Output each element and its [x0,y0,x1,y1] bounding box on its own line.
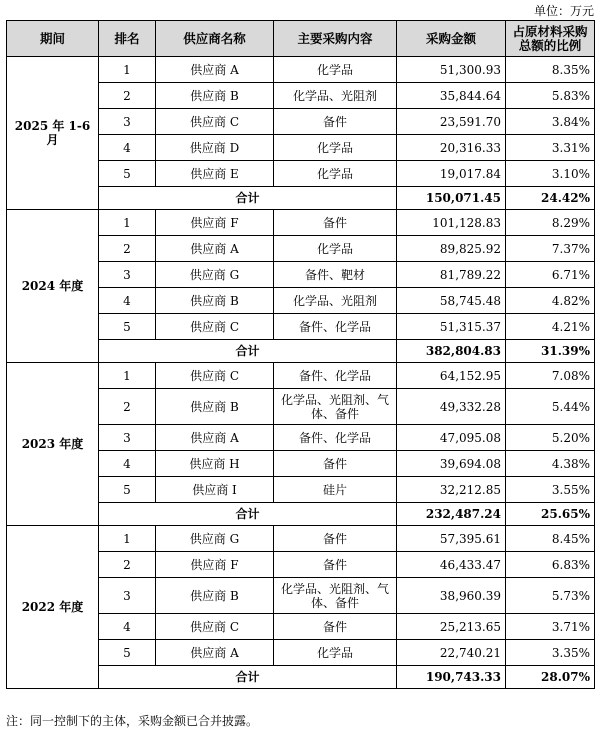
table-row [7,363,595,389]
rank-cell: 5 [99,314,156,340]
supplier-cell: 供应商 C [156,109,274,135]
ratio-cell: 5.20% [506,425,595,451]
rank-cell: 2 [99,552,156,578]
ratio-cell: 8.45% [506,526,595,552]
table-row [7,210,595,236]
period-cell: 2022 年度 [7,526,99,689]
total-label: 合计 [99,187,397,210]
amount-cell: 64,152.95 [397,363,506,389]
content-cell: 化学品、光阻剂 [274,288,397,314]
amount-cell: 51,300.93 [397,57,506,83]
total-label: 合计 [99,340,397,363]
period-cell: 2023 年度 [7,363,99,526]
amount-cell: 35,844.64 [397,83,506,109]
supplier-cell: 供应商 B [156,578,274,614]
ratio-cell: 4.38% [506,451,595,477]
col-header-content: 主要采购内容 [274,21,397,57]
amount-cell: 19,017.84 [397,161,506,187]
amount-cell: 49,332.28 [397,389,506,425]
total-amount: 382,804.83 [397,340,506,363]
supplier-cell: 供应商 C [156,614,274,640]
ratio-cell: 3.35% [506,640,595,666]
supplier-cell: 供应商 A [156,57,274,83]
supplier-cell: 供应商 B [156,83,274,109]
amount-cell: 32,212.85 [397,477,506,503]
content-cell: 备件 [274,614,397,640]
period-cell: 2025 年 1-6 月 [7,57,99,210]
rank-cell: 3 [99,425,156,451]
supplier-table [6,20,595,689]
ratio-cell: 7.08% [506,363,595,389]
header-row [7,21,595,57]
amount-cell: 38,960.39 [397,578,506,614]
rank-cell: 4 [99,288,156,314]
supplier-cell: 供应商 F [156,210,274,236]
ratio-cell: 6.83% [506,552,595,578]
total-label: 合计 [99,666,397,689]
content-cell: 化学品、光阻剂、气体、备件 [274,578,397,614]
ratio-cell: 6.71% [506,262,595,288]
col-header-rank: 排名 [99,21,156,57]
rank-cell: 3 [99,578,156,614]
total-ratio: 25.65% [506,503,595,526]
rank-cell: 2 [99,389,156,425]
ratio-cell: 3.71% [506,614,595,640]
amount-cell: 25,213.65 [397,614,506,640]
total-amount: 150,071.45 [397,187,506,210]
col-header-period: 期间 [7,21,99,57]
rank-cell: 2 [99,83,156,109]
ratio-cell: 8.35% [506,57,595,83]
content-cell: 备件 [274,210,397,236]
footnote: 注：同一控制下的主体，采购金额已合并披露。 [6,714,259,728]
ratio-cell: 5.83% [506,83,595,109]
ratio-cell: 4.21% [506,314,595,340]
col-header-amount: 采购金额 [397,21,506,57]
amount-cell: 58,745.48 [397,288,506,314]
amount-cell: 81,789.22 [397,262,506,288]
content-cell: 化学品 [274,57,397,83]
supplier-cell: 供应商 C [156,314,274,340]
rank-cell: 2 [99,236,156,262]
content-cell: 化学品 [274,135,397,161]
amount-cell: 101,128.83 [397,210,506,236]
ratio-cell: 3.10% [506,161,595,187]
period-cell: 2024 年度 [7,210,99,363]
rank-cell: 5 [99,161,156,187]
supplier-cell: 供应商 A [156,236,274,262]
supplier-cell: 供应商 G [156,526,274,552]
rank-cell: 4 [99,451,156,477]
ratio-cell: 5.44% [506,389,595,425]
ratio-cell: 5.73% [506,578,595,614]
ratio-cell: 3.31% [506,135,595,161]
total-ratio: 31.39% [506,340,595,363]
amount-cell: 22,740.21 [397,640,506,666]
content-cell: 硅片 [274,477,397,503]
supplier-cell: 供应商 D [156,135,274,161]
ratio-cell: 4.82% [506,288,595,314]
supplier-cell: 供应商 H [156,451,274,477]
rank-cell: 1 [99,210,156,236]
content-cell: 备件 [274,552,397,578]
amount-cell: 20,316.33 [397,135,506,161]
supplier-cell: 供应商 F [156,552,274,578]
amount-cell: 46,433.47 [397,552,506,578]
rank-cell: 4 [99,614,156,640]
supplier-cell: 供应商 A [156,425,274,451]
total-ratio: 24.42% [506,187,595,210]
supplier-cell: 供应商 I [156,477,274,503]
rank-cell: 1 [99,57,156,83]
amount-cell: 23,591.70 [397,109,506,135]
rank-cell: 1 [99,363,156,389]
rank-cell: 4 [99,135,156,161]
ratio-cell: 7.37% [506,236,595,262]
content-cell: 化学品 [274,640,397,666]
rank-cell: 5 [99,640,156,666]
amount-cell: 57,395.61 [397,526,506,552]
content-cell: 备件 [274,109,397,135]
ratio-cell: 3.55% [506,477,595,503]
total-amount: 190,743.33 [397,666,506,689]
amount-cell: 39,694.08 [397,451,506,477]
supplier-cell: 供应商 A [156,640,274,666]
rank-cell: 3 [99,109,156,135]
amount-cell: 47,095.08 [397,425,506,451]
content-cell: 备件 [274,451,397,477]
ratio-cell: 8.29% [506,210,595,236]
content-cell: 备件、靶材 [274,262,397,288]
rank-cell: 3 [99,262,156,288]
ratio-cell: 3.84% [506,109,595,135]
content-cell: 备件、化学品 [274,425,397,451]
supplier-cell: 供应商 E [156,161,274,187]
table-row [7,57,595,83]
unit-label: 单位：万元 [533,4,594,18]
table-row [7,526,595,552]
content-cell: 备件、化学品 [274,363,397,389]
total-label: 合计 [99,503,397,526]
total-amount: 232,487.24 [397,503,506,526]
rank-cell: 5 [99,477,156,503]
content-cell: 化学品、光阻剂 [274,83,397,109]
content-cell: 化学品、光阻剂、气体、备件 [274,389,397,425]
amount-cell: 51,315.37 [397,314,506,340]
col-header-ratio: 占原材料采购总额的比例 [506,21,595,57]
col-header-supplier: 供应商名称 [156,21,274,57]
content-cell: 化学品 [274,161,397,187]
total-ratio: 28.07% [506,666,595,689]
supplier-cell: 供应商 B [156,389,274,425]
amount-cell: 89,825.92 [397,236,506,262]
content-cell: 化学品 [274,236,397,262]
supplier-cell: 供应商 B [156,288,274,314]
supplier-cell: 供应商 C [156,363,274,389]
rank-cell: 1 [99,526,156,552]
supplier-cell: 供应商 G [156,262,274,288]
content-cell: 备件 [274,526,397,552]
content-cell: 备件、化学品 [274,314,397,340]
